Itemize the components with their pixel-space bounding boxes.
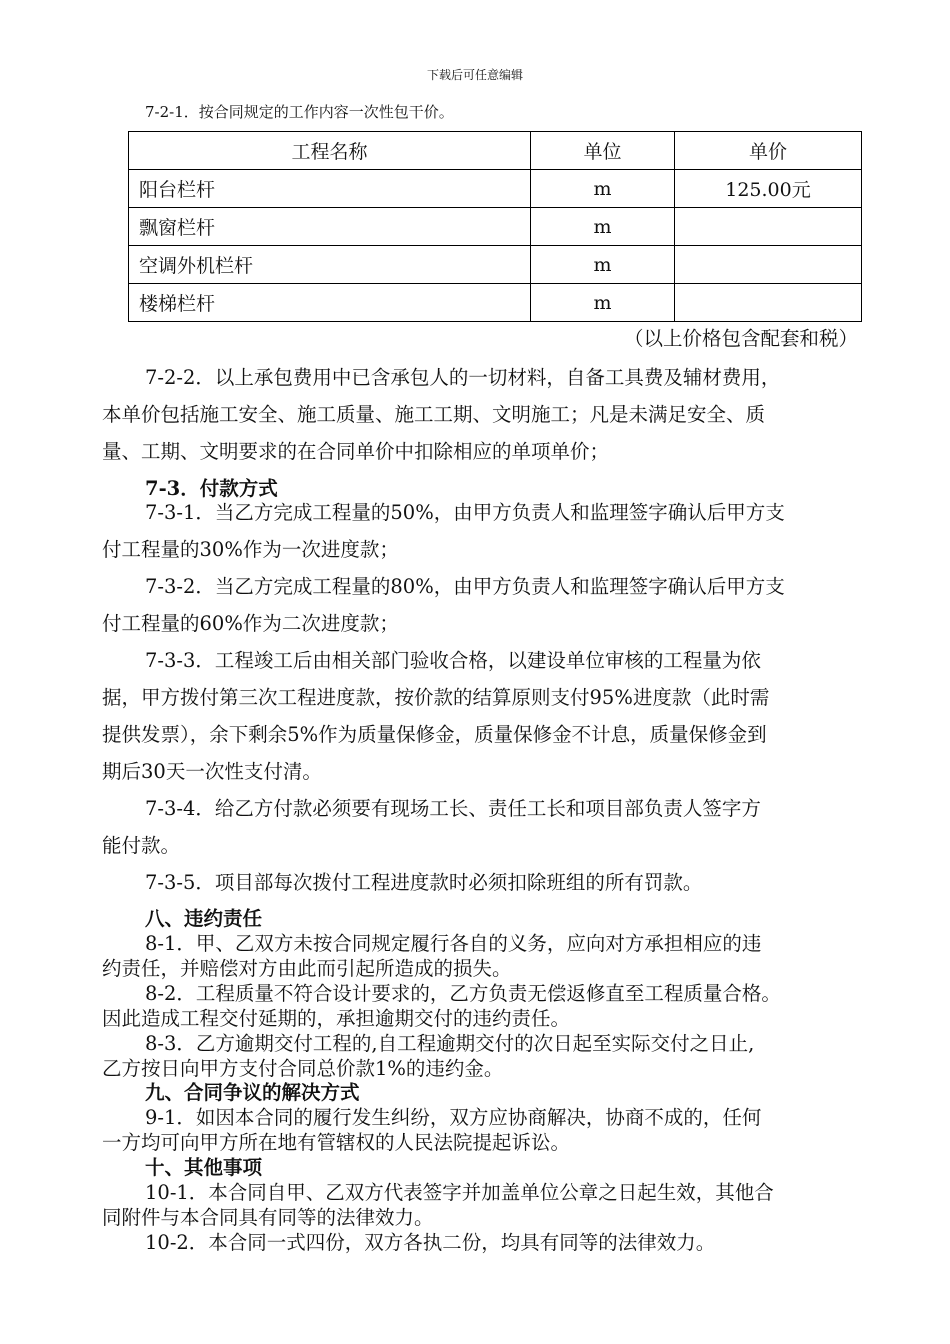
paragraph-line: 7-3-4．给乙方付款必须要有现场工长、责任工长和项目部负责人签字方 — [145, 797, 761, 820]
paragraph-line: 7-3-5．项目部每次拨付工程进度款时必须扣除班组的所有罚款。 — [145, 871, 703, 894]
paragraph-line: 据，甲方拨付第三次工程进度款，按价款的结算原则支付95%进度款（此时需 — [102, 686, 770, 709]
cell-unit: m — [531, 170, 675, 208]
cell-name: 阳台栏杆 — [129, 170, 531, 208]
cell-price — [675, 208, 862, 246]
table-note: （以上价格包含配套和税） — [623, 327, 858, 350]
paragraph-line: 10-1．本合同自甲、乙双方代表签字并加盖单位公章之日起生效，其他合 — [145, 1181, 774, 1204]
paragraph-line: 7-3-1．当乙方完成工程量的50%，由甲方负责人和监理签字确认后甲方支 — [145, 501, 785, 524]
page-header-note: 下载后可任意编辑 — [426, 68, 523, 82]
paragraph-line: 因此造成工程交付延期的，承担逾期交付的违约责任。 — [102, 1007, 571, 1030]
paragraph-line: 一方均可向甲方所在地有管辖权的人民法院提起诉讼。 — [102, 1131, 571, 1154]
table-row — [129, 208, 862, 246]
paragraph-line: 7-3-3．工程竣工后由相关部门验收合格，以建设单位审核的工程量为依 — [145, 649, 761, 672]
paragraph-line: 10-2．本合同一式四份，双方各执二份，均具有同等的法律效力。 — [145, 1231, 716, 1254]
paragraph-line: 付工程量的30%作为一次进度款； — [102, 538, 399, 561]
column-header-unit: 单位 — [531, 132, 675, 170]
paragraph-line: 9-1．如因本合同的履行发生纠纷，双方应协商解决，协商不成的，任何 — [145, 1106, 762, 1129]
paragraph-line: 8-1．甲、乙双方未按合同规定履行各自的义务，应向对方承担相应的违 — [145, 932, 762, 955]
paragraph-line: 8-3．乙方逾期交付工程的,自工程逾期交付的次日起至实际交付之日止, — [145, 1032, 755, 1055]
table-row — [129, 246, 862, 284]
paragraph-line: 7-3-2．当乙方完成工程量的80%，由甲方负责人和监理签字确认后甲方支 — [145, 575, 785, 598]
cell-price — [675, 284, 862, 322]
cell-name: 空调外机栏杆 — [129, 246, 531, 284]
section-heading-breach: 八、违约责任 — [145, 907, 263, 930]
clause-7-2-1-text: 7-2-1．按合同规定的工作内容一次性包干价。 — [145, 103, 454, 121]
section-heading-other: 十、其他事项 — [145, 1156, 263, 1179]
paragraph-line: 期后30天一次性支付清。 — [102, 760, 322, 783]
paragraph-line: 7-2-2．以上承包费用中已含承包人的一切材料，自备工具费及辅材费用， — [145, 366, 781, 389]
cell-name: 楼梯栏杆 — [129, 284, 531, 322]
paragraph-line: 8-2．工程质量不符合设计要求的，乙方负责无偿返修直至工程质量合格。 — [145, 982, 781, 1005]
table-header-row — [129, 132, 862, 170]
cell-price — [675, 246, 862, 284]
paragraph-line: 付工程量的60%作为二次进度款； — [102, 612, 399, 635]
table-row — [129, 170, 862, 208]
column-header-name: 工程名称 — [129, 132, 531, 170]
cell-unit: m — [531, 208, 675, 246]
paragraph-line: 量、工期、文明要求的在合同单价中扣除相应的单项单价； — [102, 440, 610, 463]
cell-unit: m — [531, 284, 675, 322]
column-header-price: 单价 — [675, 132, 862, 170]
price-table — [128, 131, 862, 322]
paragraph-line: 提供发票），余下剩余5%作为质量保修金，质量保修金不计息，质量保修金到 — [102, 723, 767, 746]
table-row — [129, 284, 862, 322]
section-heading-payment: 7-3．付款方式 — [145, 477, 278, 500]
section-heading-dispute: 九、合同争议的解决方式 — [145, 1081, 360, 1104]
clause-7-2-1 — [145, 99, 910, 122]
paragraph-line: 约责任，并赔偿对方由此而引起所造成的损失。 — [102, 957, 512, 980]
cell-unit: m — [531, 246, 675, 284]
paragraph-line: 同附件与本合同具有同等的法律效力。 — [102, 1206, 434, 1229]
paragraph-line: 乙方按日向甲方支付合同总价款1%的违约金。 — [102, 1057, 504, 1080]
cell-name: 飘窗栏杆 — [129, 208, 531, 246]
cell-price: 125.00元 — [675, 170, 862, 208]
paragraph-line: 能付款。 — [102, 834, 181, 857]
paragraph-line: 本单价包括施工安全、施工质量、施工工期、文明施工；凡是未满足安全、质 — [102, 403, 766, 426]
